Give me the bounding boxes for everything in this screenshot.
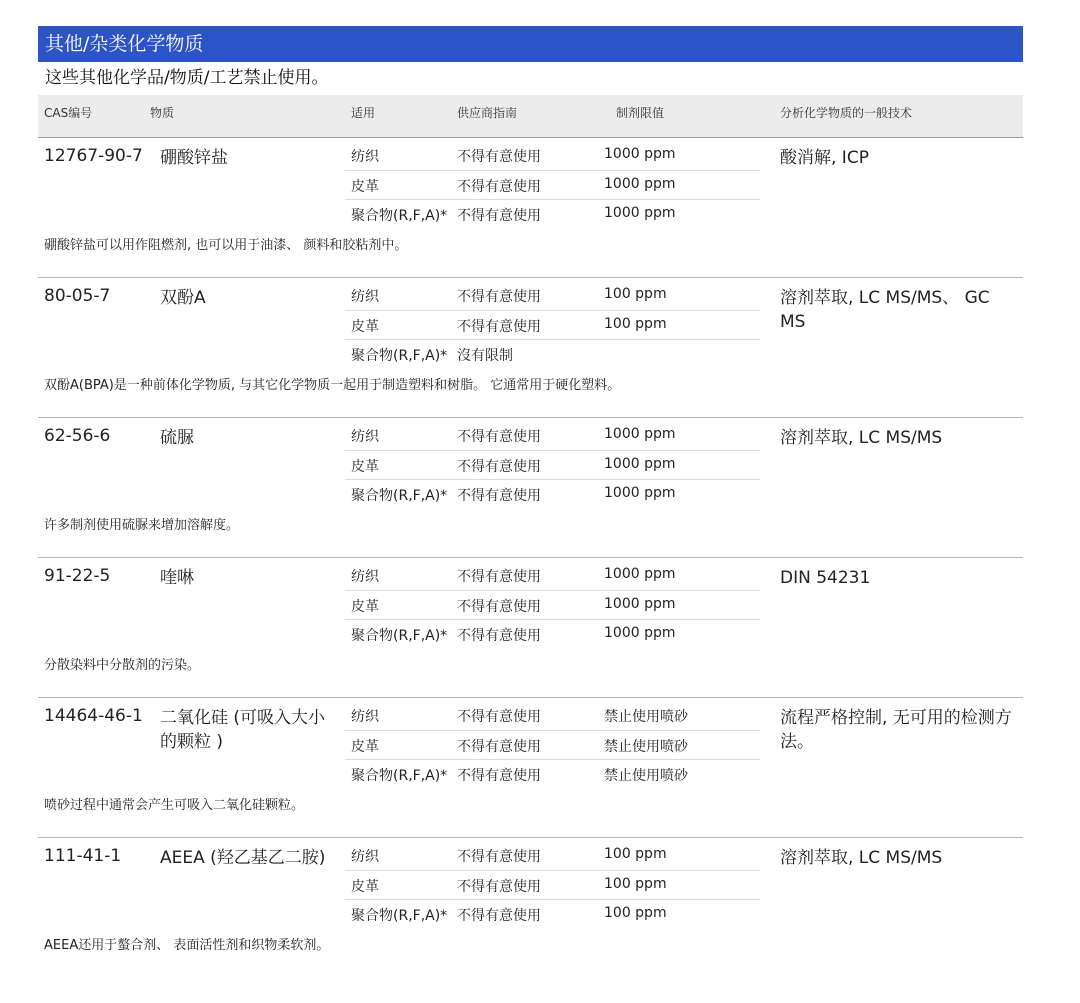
document-page bbox=[38, 26, 1023, 978]
application-cell: 纺织 bbox=[351, 849, 379, 865]
substance-name: 二氧化硅 (可吸入大小的颗粒 ) bbox=[160, 708, 326, 752]
application-cell: 纺织 bbox=[351, 569, 379, 585]
limit-cell: 100 ppm bbox=[604, 905, 667, 921]
cas-number: 91-22-5 bbox=[44, 566, 111, 586]
table-row bbox=[345, 561, 760, 590]
substance-section bbox=[38, 558, 1023, 698]
header-technique: 分析化学物质的一般技术 bbox=[780, 106, 913, 120]
application-cell: 纺织 bbox=[351, 709, 379, 725]
application-rows bbox=[345, 141, 760, 228]
substance-section bbox=[38, 138, 1023, 278]
substance-name: AEEA (羟乙基乙二胺) bbox=[160, 848, 326, 868]
supplier-guide-cell: 不得有意使用 bbox=[457, 599, 541, 615]
supplier-guide-cell: 不得有意使用 bbox=[457, 908, 541, 924]
table-row bbox=[345, 870, 760, 899]
supplier-guide-cell: 不得有意使用 bbox=[457, 709, 541, 725]
substance-note: 喷砂过程中通常会产生可吸入二氧化硅颗粒。 bbox=[44, 798, 305, 813]
analysis-technique: 流程严格控制, 无可用的检测方法。 bbox=[780, 708, 1012, 752]
substance-section bbox=[38, 418, 1023, 558]
limit-cell: 100 ppm bbox=[604, 876, 667, 892]
limit-cell: 1000 ppm bbox=[604, 596, 676, 612]
table-row bbox=[345, 619, 760, 648]
limit-cell: 100 ppm bbox=[604, 286, 667, 302]
cas-number: 80-05-7 bbox=[44, 286, 111, 306]
table-row bbox=[345, 730, 760, 759]
substance-section bbox=[38, 838, 1023, 978]
cas-number: 12767-90-7 bbox=[44, 146, 143, 166]
limit-cell: 1000 ppm bbox=[604, 625, 676, 641]
application-cell: 皮革 bbox=[351, 879, 379, 895]
substance-note: 硼酸锌盐可以用作阻燃剂, 也可以用于油漆、 颜料和胶粘剂中。 bbox=[44, 238, 408, 253]
table-row bbox=[345, 841, 760, 870]
substance-name: 喹啉 bbox=[160, 568, 194, 588]
limit-cell: 1000 ppm bbox=[604, 485, 676, 501]
supplier-guide-cell: 不得有意使用 bbox=[457, 319, 541, 335]
cas-number: 62-56-6 bbox=[44, 426, 111, 446]
limit-cell: 1000 ppm bbox=[604, 566, 676, 582]
supplier-guide-cell: 不得有意使用 bbox=[457, 488, 541, 504]
substance-section bbox=[38, 698, 1023, 838]
limit-cell: 禁止使用喷砂 bbox=[604, 709, 688, 725]
limit-cell: 1000 ppm bbox=[604, 426, 676, 442]
supplier-guide-cell: 不得有意使用 bbox=[457, 179, 541, 195]
supplier-guide-cell: 不得有意使用 bbox=[457, 849, 541, 865]
limit-cell: 禁止使用喷砂 bbox=[604, 768, 688, 784]
cas-number: 14464-46-1 bbox=[44, 706, 143, 726]
application-cell: 聚合物(R,F,A)* bbox=[351, 908, 448, 924]
table-row bbox=[345, 339, 760, 368]
supplier-guide-cell: 沒有限制 bbox=[457, 348, 513, 364]
limit-cell: 1000 ppm bbox=[604, 456, 676, 472]
table-row bbox=[345, 310, 760, 339]
limit-cell: 1000 ppm bbox=[604, 205, 676, 221]
analysis-technique: 溶剂萃取, LC MS/MS bbox=[780, 848, 943, 868]
application-cell: 皮革 bbox=[351, 319, 379, 335]
substance-name: 硼酸锌盐 bbox=[160, 148, 228, 168]
substance-note: 分散染料中分散剂的污染。 bbox=[44, 658, 201, 673]
application-rows bbox=[345, 841, 760, 928]
header-limit: 制剂限值 bbox=[616, 106, 665, 120]
supplier-guide-cell: 不得有意使用 bbox=[457, 149, 541, 165]
supplier-guide-cell: 不得有意使用 bbox=[457, 429, 541, 445]
supplier-guide-cell: 不得有意使用 bbox=[457, 208, 541, 224]
application-cell: 皮革 bbox=[351, 739, 379, 755]
supplier-guide-cell: 不得有意使用 bbox=[457, 459, 541, 475]
limit-cell: 1000 ppm bbox=[604, 146, 676, 162]
application-cell: 皮革 bbox=[351, 179, 379, 195]
substance-note: AEEA还用于螯合剂、 表面活性剂和织物柔软剂。 bbox=[44, 938, 330, 953]
supplier-guide-cell: 不得有意使用 bbox=[457, 628, 541, 644]
section-subtitle: 这些其他化学品/物质/工艺禁止使用。 bbox=[45, 68, 329, 88]
substance-note: 双酚A(BPA)是一种前体化学物质, 与其它化学物质一起用于制造塑料和树脂。 它通常用于硬化塑料。 bbox=[44, 378, 621, 393]
supplier-guide-cell: 不得有意使用 bbox=[457, 569, 541, 585]
header-supplier-guide: 供应商指南 bbox=[457, 106, 518, 120]
application-rows bbox=[345, 421, 760, 508]
analysis-technique: 溶剂萃取, LC MS/MS bbox=[780, 428, 943, 448]
supplier-guide-cell: 不得有意使用 bbox=[457, 768, 541, 784]
application-cell: 纺织 bbox=[351, 289, 379, 305]
application-cell: 聚合物(R,F,A)* bbox=[351, 348, 448, 364]
table-row bbox=[345, 199, 760, 228]
table-row bbox=[345, 701, 760, 730]
supplier-guide-cell: 不得有意使用 bbox=[457, 879, 541, 895]
header-application: 适用 bbox=[351, 106, 376, 120]
application-cell: 聚合物(R,F,A)* bbox=[351, 628, 448, 644]
table-body bbox=[38, 138, 1023, 978]
application-cell: 皮革 bbox=[351, 459, 379, 475]
substance-name: 硫脲 bbox=[160, 428, 194, 448]
header-cas: CAS编号 bbox=[44, 106, 93, 120]
substance-name: 双酚A bbox=[160, 288, 206, 308]
application-rows bbox=[345, 561, 760, 648]
table-row bbox=[345, 479, 760, 508]
table-row bbox=[345, 141, 760, 170]
limit-cell: 100 ppm bbox=[604, 846, 667, 862]
application-cell: 皮革 bbox=[351, 599, 379, 615]
application-cell: 聚合物(R,F,A)* bbox=[351, 488, 448, 504]
table-row bbox=[345, 281, 760, 310]
table-row bbox=[345, 590, 760, 619]
analysis-technique: 溶剂萃取, LC MS/MS、 GC MS bbox=[780, 288, 990, 332]
substance-note: 许多制剂使用硫脲来增加溶解度。 bbox=[44, 518, 240, 533]
supplier-guide-cell: 不得有意使用 bbox=[457, 739, 541, 755]
limit-cell: 100 ppm bbox=[604, 316, 667, 332]
limit-cell: 禁止使用喷砂 bbox=[604, 739, 688, 755]
header-substance: 物质 bbox=[150, 106, 175, 120]
application-rows bbox=[345, 701, 760, 788]
table-row bbox=[345, 421, 760, 450]
table-row bbox=[345, 170, 760, 199]
supplier-guide-cell: 不得有意使用 bbox=[457, 289, 541, 305]
analysis-technique: DIN 54231 bbox=[780, 568, 871, 588]
table-header bbox=[38, 95, 1023, 138]
cas-number: 111-41-1 bbox=[44, 846, 122, 866]
limit-cell: 1000 ppm bbox=[604, 176, 676, 192]
application-rows bbox=[345, 281, 760, 368]
section-title: 其他/杂类化学物质 bbox=[38, 26, 1023, 62]
table-row bbox=[345, 759, 760, 788]
application-cell: 纺织 bbox=[351, 429, 379, 445]
application-cell: 聚合物(R,F,A)* bbox=[351, 208, 448, 224]
table-row bbox=[345, 450, 760, 479]
substance-section bbox=[38, 278, 1023, 418]
application-cell: 纺织 bbox=[351, 149, 379, 165]
analysis-technique: 酸消解, ICP bbox=[780, 148, 869, 168]
application-cell: 聚合物(R,F,A)* bbox=[351, 768, 448, 784]
table-row bbox=[345, 899, 760, 928]
